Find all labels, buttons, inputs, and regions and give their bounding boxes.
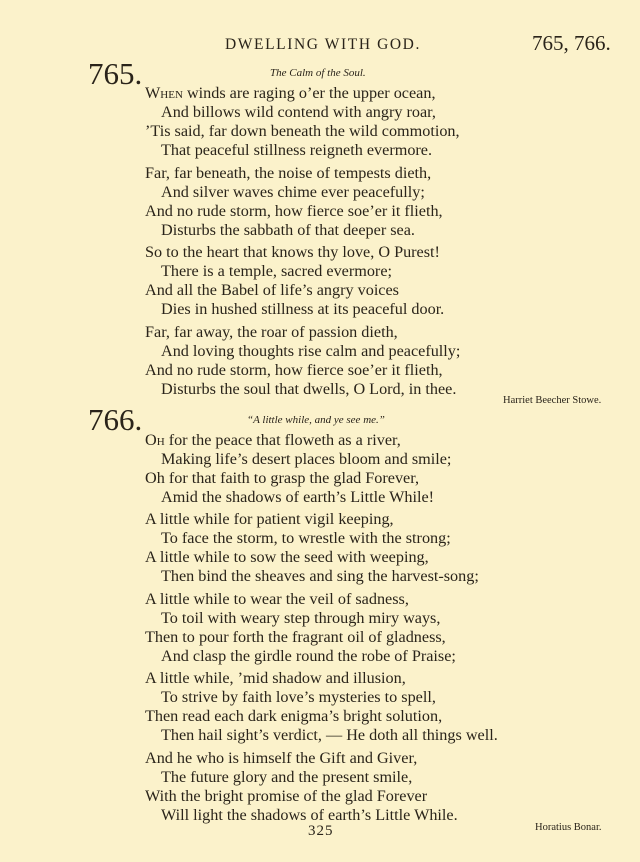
page-number: 325: [308, 823, 334, 839]
verse-line: And loving thoughts rise calm and peacefully;: [161, 342, 461, 360]
verse-line: And no rude storm, how fierce soe’er it flieth,: [145, 202, 443, 220]
hymn-subtitle: The Calm of the Soul.: [270, 67, 366, 79]
first-word: Oh: [145, 431, 165, 449]
verse-line: Then to pour forth the fragrant oil of gladness,: [145, 628, 446, 646]
verse-line: Dies in hushed stillness at its peaceful door.: [161, 300, 445, 318]
verse-line: A little while to wear the veil of sadness,: [145, 590, 409, 608]
verse-line: Disturbs the soul that dwells, O Lord, in thee.: [161, 380, 457, 398]
hymn-number: 766.: [88, 402, 143, 437]
verse-line: Far, far beneath, the noise of tempests dieth,: [145, 164, 432, 182]
verse-line: A little while, ’mid shadow and illusion,: [145, 669, 406, 687]
verse-line: So to the heart that knows thy love, O Purest!: [145, 243, 440, 261]
hymn-subtitle: “A little while, and ye see me.”: [247, 414, 385, 426]
running-header-hymn-numbers: 765, 766.: [532, 31, 611, 55]
verse-line: Then read each dark enigma’s bright solution,: [145, 707, 443, 725]
hymn-author: Horatius Bonar.: [535, 822, 602, 833]
verse-line: ’Tis said, far down beneath the wild commotion,: [145, 122, 460, 140]
verse-line: To toil with weary step through miry ways,: [161, 609, 441, 627]
verse-line: With the bright promise of the glad Forever: [145, 787, 428, 805]
verse-line: That peaceful stillness reigneth evermore.: [161, 141, 433, 159]
verse-line: Making life’s desert places bloom and smile;: [161, 450, 452, 468]
verse-line: A little while to sow the seed with weeping,: [145, 548, 429, 566]
verse-line: Disturbs the sabbath of that deeper sea.: [161, 221, 415, 239]
verse-line: To strive by faith love’s mysteries to spell,: [161, 688, 436, 706]
verse-line: A little while for patient vigil keeping,: [145, 510, 394, 528]
hymn-author: Harriet Beecher Stowe.: [503, 395, 602, 406]
verse-line: And no rude storm, how fierce soe’er it flieth,: [145, 361, 443, 379]
verse-line: To face the storm, to wrestle with the strong;: [161, 529, 451, 547]
verse-line: And he who is himself the Gift and Giver,: [145, 749, 418, 767]
running-header-title: DWELLING WITH GOD.: [225, 36, 421, 53]
verse-line: Will light the shadows of earth’s Little While.: [161, 806, 458, 824]
verse-line: Amid the shadows of earth’s Little While!: [161, 488, 435, 506]
verse-line: Then bind the sheaves and sing the harvest-song;: [161, 567, 479, 585]
verse-line: When winds are raging o’er the upper ocean,: [145, 84, 436, 102]
verse-line: The future glory and the present smile,: [161, 768, 413, 786]
verse-line: Then hail sight’s verdict, — He doth all things well.: [161, 726, 498, 744]
verse-line: And silver waves chime ever peacefully;: [161, 183, 425, 201]
hymn-number: 765.: [88, 56, 143, 91]
verse-line: And clasp the girdle round the robe of Praise;: [161, 647, 456, 665]
verse-line: And billows wild contend with angry roar,: [161, 103, 436, 121]
first-word: When: [145, 84, 183, 102]
verse-line: Oh for that faith to grasp the glad Forever,: [145, 469, 420, 487]
verse-line: Far, far away, the roar of passion dieth,: [145, 323, 398, 341]
verse-line: And all the Babel of life’s angry voices: [145, 281, 399, 299]
verse-line: There is a temple, sacred evermore;: [161, 262, 393, 280]
verse-line: Oh for the peace that floweth as a river,: [145, 431, 401, 449]
